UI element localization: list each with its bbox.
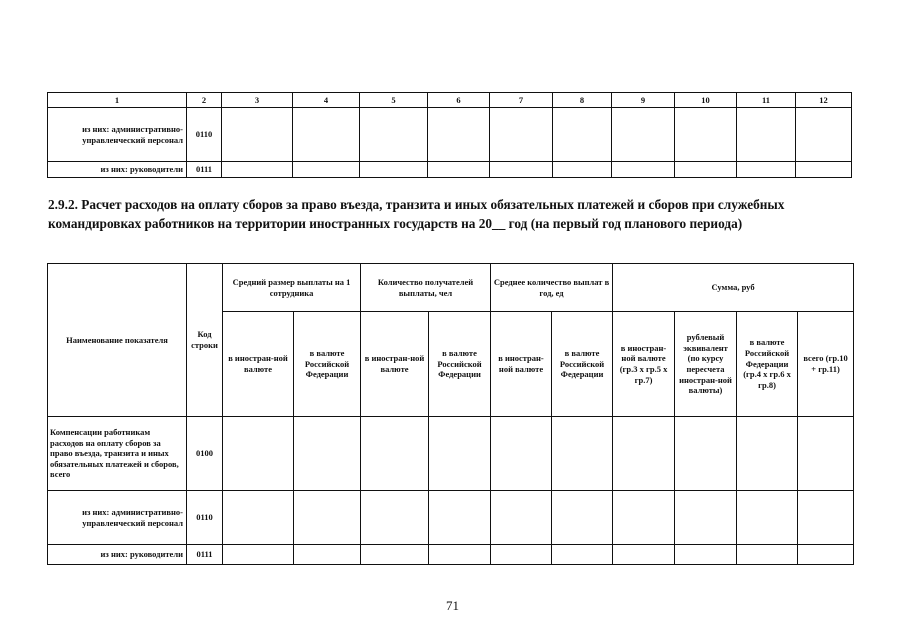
data-cell[interactable] bbox=[361, 417, 429, 491]
data-cell[interactable] bbox=[428, 162, 490, 178]
data-cell[interactable] bbox=[798, 491, 854, 545]
data-cell[interactable] bbox=[553, 162, 612, 178]
col-number: 3 bbox=[222, 93, 293, 108]
header-foreign-currency: в иностран-ной валюте bbox=[361, 312, 429, 417]
col-number: 12 bbox=[796, 93, 852, 108]
data-cell[interactable] bbox=[737, 417, 798, 491]
data-cell[interactable] bbox=[223, 417, 294, 491]
data-cell[interactable] bbox=[222, 162, 293, 178]
data-cell[interactable] bbox=[613, 417, 675, 491]
data-cell[interactable] bbox=[361, 491, 429, 545]
data-cell[interactable] bbox=[798, 417, 854, 491]
header-row-1 bbox=[48, 264, 854, 312]
col-number: 7 bbox=[490, 93, 553, 108]
data-cell[interactable] bbox=[552, 545, 613, 565]
row-code: 0111 bbox=[187, 545, 223, 565]
data-cell[interactable] bbox=[223, 545, 294, 565]
data-cell[interactable] bbox=[552, 491, 613, 545]
table-row bbox=[48, 162, 852, 178]
col-number: 11 bbox=[737, 93, 796, 108]
data-cell[interactable] bbox=[553, 108, 612, 162]
data-cell[interactable] bbox=[675, 491, 737, 545]
col-number: 6 bbox=[428, 93, 490, 108]
col-number: 8 bbox=[553, 93, 612, 108]
header-sum-total: всего (гр.10 + гр.11) bbox=[798, 312, 854, 417]
header-avg-count: Среднее количество выплат в год, ед bbox=[491, 264, 613, 312]
header-recipients: Количество получателей выплаты, чел bbox=[361, 264, 491, 312]
col-number: 2 bbox=[187, 93, 222, 108]
header-foreign-currency: в иностран-ной валюте bbox=[491, 312, 552, 417]
header-sum-foreign: в иностран-ной валюте (гр.3 х гр.5 х гр.7) bbox=[613, 312, 675, 417]
column-number-row bbox=[48, 93, 852, 108]
row-label: из них: руководители bbox=[48, 545, 187, 565]
row-code: 0111 bbox=[187, 162, 222, 178]
table-row bbox=[48, 417, 854, 491]
row-label: из них: административно-управленческий персонал bbox=[48, 491, 187, 545]
col-number: 4 bbox=[293, 93, 360, 108]
data-cell[interactable] bbox=[360, 162, 428, 178]
table-row bbox=[48, 545, 854, 565]
data-cell[interactable] bbox=[737, 545, 798, 565]
header-rub-currency: в валюте Российской Федерации bbox=[552, 312, 613, 417]
header-sum-rub-equiv: рублевый эквивалент (по курсу пересчета иностран-ной валюты) bbox=[675, 312, 737, 417]
data-cell[interactable] bbox=[361, 545, 429, 565]
data-cell[interactable] bbox=[675, 545, 737, 565]
data-cell[interactable] bbox=[796, 162, 852, 178]
row-label: из них: руководители bbox=[48, 162, 187, 178]
data-cell[interactable] bbox=[294, 491, 361, 545]
data-cell[interactable] bbox=[360, 108, 428, 162]
data-cell[interactable] bbox=[552, 417, 613, 491]
data-cell[interactable] bbox=[223, 491, 294, 545]
data-cell[interactable] bbox=[293, 108, 360, 162]
data-cell[interactable] bbox=[737, 162, 796, 178]
col-number: 10 bbox=[675, 93, 737, 108]
header-sum: Сумма, руб bbox=[613, 264, 854, 312]
table-row bbox=[48, 491, 854, 545]
data-cell[interactable] bbox=[294, 417, 361, 491]
data-cell[interactable] bbox=[675, 108, 737, 162]
table-row bbox=[48, 108, 852, 162]
data-cell[interactable] bbox=[613, 491, 675, 545]
row-code: 0110 bbox=[187, 108, 222, 162]
data-cell[interactable] bbox=[613, 545, 675, 565]
data-cell[interactable] bbox=[491, 417, 552, 491]
header-rub-currency: в валюте Российской Федерации bbox=[429, 312, 491, 417]
row-label: из них: административно-управленческий персонал bbox=[48, 108, 187, 162]
data-cell[interactable] bbox=[490, 162, 553, 178]
col-number: 5 bbox=[360, 93, 428, 108]
data-cell[interactable] bbox=[428, 108, 490, 162]
data-cell[interactable] bbox=[429, 491, 491, 545]
header-avg-pay: Средний размер выплаты на 1 сотрудника bbox=[223, 264, 361, 312]
row-code: 0100 bbox=[187, 417, 223, 491]
data-cell[interactable] bbox=[429, 545, 491, 565]
data-cell[interactable] bbox=[737, 491, 798, 545]
data-cell[interactable] bbox=[490, 108, 553, 162]
data-cell[interactable] bbox=[675, 417, 737, 491]
top-continuation-table bbox=[47, 92, 852, 178]
header-name: Наименование показателя bbox=[48, 264, 187, 417]
header-code: Код строки bbox=[187, 264, 223, 417]
data-cell[interactable] bbox=[612, 108, 675, 162]
col-number: 9 bbox=[612, 93, 675, 108]
section-heading: 2.9.2. Расчет расходов на оплату сборов за право въезда, транзита и иных обязательных платежей и сборов при служебных командировках работников на территории иностранных государств на 20__ год (на первый год планового периода) bbox=[48, 197, 785, 231]
data-cell[interactable] bbox=[612, 162, 675, 178]
col-number: 1 bbox=[48, 93, 187, 108]
data-cell[interactable] bbox=[222, 108, 293, 162]
data-cell[interactable] bbox=[429, 417, 491, 491]
data-cell[interactable] bbox=[294, 545, 361, 565]
row-label: Компенсации работникам расходов на оплату сборов за право въезда, транзита и иных обязательных платежей и сборов, всего bbox=[48, 417, 187, 491]
header-sum-rub: в валюте Российской Федерации (гр.4 х гр.6 х гр.8) bbox=[737, 312, 798, 417]
page-number: 71 bbox=[446, 598, 459, 613]
data-cell[interactable] bbox=[293, 162, 360, 178]
data-cell[interactable] bbox=[491, 545, 552, 565]
data-cell[interactable] bbox=[675, 162, 737, 178]
data-cell[interactable] bbox=[737, 108, 796, 162]
main-table bbox=[47, 263, 854, 565]
row-code: 0110 bbox=[187, 491, 223, 545]
data-cell[interactable] bbox=[796, 108, 852, 162]
header-rub-currency: в валюте Российской Федерации bbox=[294, 312, 361, 417]
data-cell[interactable] bbox=[491, 491, 552, 545]
data-cell[interactable] bbox=[798, 545, 854, 565]
header-foreign-currency: в иностран-ной валюте bbox=[223, 312, 294, 417]
